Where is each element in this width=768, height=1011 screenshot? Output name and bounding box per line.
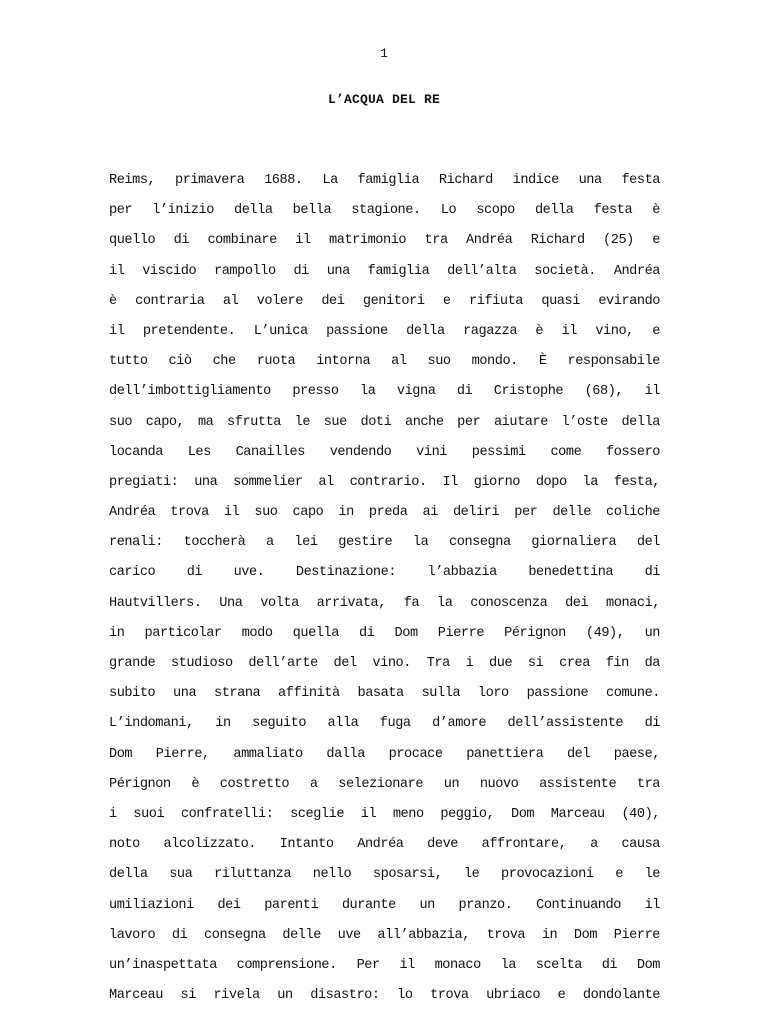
text-line: in particolar modo quella di Dom Pierre Pérignon (49), un <box>109 625 660 641</box>
text-line: suo capo, ma sfrutta le sue doti anche per aiutare l’oste della <box>109 414 660 430</box>
text-line: pregiati: una sommelier al contrario. Il giorno dopo la festa, <box>109 474 660 490</box>
text-line: subito una strana affinità basata sulla loro passione comune. <box>109 686 660 702</box>
text-line: L’indomani, in seguito alla fuga d’amore dell’assistente di <box>109 716 660 732</box>
text-line: Pérignon è costretto a selezionare un nuovo assistente tra <box>109 776 660 792</box>
body-text <box>109 166 660 1011</box>
text-line: è contraria al volere dei genitori e rifiuta quasi evirando <box>109 293 660 309</box>
text-line: Hautvillers. Una volta arrivata, fa la conoscenza dei monaci, <box>109 595 660 611</box>
text-line: renali: toccherà a lei gestire la consegna giornaliera del <box>109 535 660 551</box>
text-line: un’inaspettata comprensione. Per il monaco la scelta di Dom <box>109 957 660 973</box>
text-line: Dom Pierre, ammaliato dalla procace panettiera del paese, <box>109 746 660 762</box>
text-line: noto alcolizzato. Intanto Andréa deve affrontare, a causa <box>109 837 660 853</box>
page-number: 1 <box>380 46 388 61</box>
text-line: Marceau si rivela un disastro: lo trova ubriaco e dondolante <box>109 988 660 1004</box>
text-line: lavoro di consegna delle uve all’abbazia, trova in Dom Pierre <box>109 927 660 943</box>
text-line: grande studioso dell’arte del vino. Tra i due si crea fin da <box>109 656 660 671</box>
text-line: carico di uve. Destinazione: l’abbazia benedettina di <box>109 565 660 581</box>
document-title: L’ACQUA DEL RE <box>327 92 441 107</box>
text-line: i suoi confratelli: sceglie il meno peggio, Dom Marceau (40), <box>109 806 660 822</box>
text-line: il viscido rampollo di una famiglia dell’alta società. Andréa <box>109 263 660 279</box>
text-line: dell’imbottigliamento presso la vigna di Cristophe (68), il <box>109 384 660 400</box>
text-line: locanda Les Canailles vendendo vini pessimi come fossero <box>109 444 660 460</box>
text-line: tutto ciò che ruota intorna al suo mondo. È responsabile <box>109 354 660 370</box>
text-line: quello di combinare il matrimonio tra Andréa Richard (25) e <box>109 233 660 249</box>
text-line: Andréa trova il suo capo in preda ai deliri per delle coliche <box>109 505 660 521</box>
text-line: il pretendente. L’unica passione della ragazza è il vino, e <box>109 323 660 339</box>
text-line: Reims, primavera 1688. La famiglia Richard indice una festa <box>109 173 660 188</box>
text-line: per l’inizio della bella stagione. Lo scopo della festa è <box>109 203 660 219</box>
text-line: umiliazioni dei parenti durante un pranzo. Continuando il <box>109 897 660 913</box>
text-line: della sua riluttanza nello sposarsi, le provocazioni e le <box>109 867 660 883</box>
